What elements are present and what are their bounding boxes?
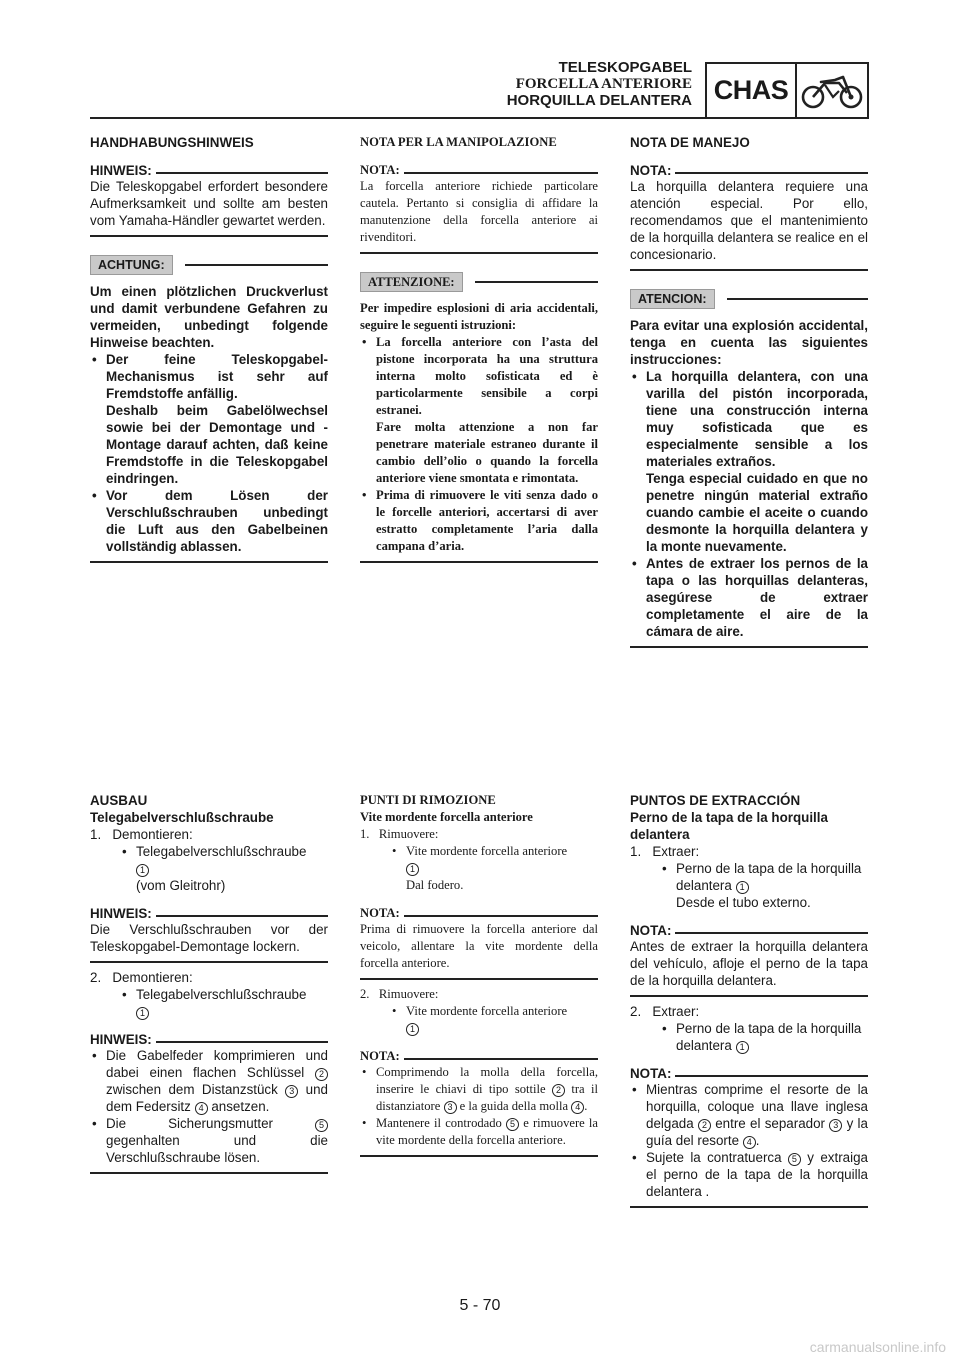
step-2-item: • Vite mordente forcella anteriore bbox=[360, 1003, 598, 1020]
step-2-notes bbox=[630, 1081, 868, 1200]
caution-header bbox=[360, 272, 598, 292]
step-1-item: • Telegabelverschlußschraube bbox=[90, 843, 328, 860]
removal-heading: PUNTOS DE EXTRACCIÓN bbox=[630, 793, 801, 808]
list-item: • Mantenere il controdado 5 e rimuovere la vite mordente della forcella anteriore. bbox=[360, 1115, 598, 1149]
list-item: • Der feine Teleskopgabel-Mechanismus ist sehr auf Fremdstoffe anfällig. Deshalb beim Gabelölwechsel sowie bei der Demontage und -Montage darauf achten, daß keine Fremdstoffe in die Teleskopgabel eindringen. bbox=[90, 351, 328, 487]
list-item: • Antes de extraer los pernos de la tapa o las horquillas delanteras, asegúrese de extraer completamente el aire de la cámara de aire. bbox=[630, 555, 868, 640]
handling-note: La forcella anteriore richiede particolare cautela. Pertanto si consiglia di affidare la manutenzione della forcella anteriore ai rivenditori. bbox=[360, 179, 598, 244]
handling-section-de bbox=[90, 134, 328, 563]
note-end-rule bbox=[90, 1172, 328, 1174]
ref-2: 2 bbox=[552, 1084, 565, 1097]
caution-header bbox=[630, 289, 868, 309]
removal-heading: AUSBAU bbox=[90, 793, 148, 808]
list-item: • Sujete la contratuerca 5 y extraiga el perno de la tapa de la horquilla delantera . bbox=[630, 1149, 868, 1200]
note-header: NOTA: bbox=[630, 1066, 868, 1081]
step-1: 1. Rimuovere: bbox=[360, 827, 439, 841]
caution-body: Per impedire esplosioni di aria accidentali, seguire le seguenti istruzioni: • La forcella anteriore con l’asta del pistone incorporata ha una struttura interna molto sofisticata ed è particolarmente sensibile a corpi estranei. Fare molta attenzione a non far penetrare materiale estraneo durante il cambio dell’olio o quando la forcella anteriore viene smontata e rimontata. • Prima di rimuovere le viti senza dado o le forcelle anteriori, accertarsi di aver estratto completamente l’aria dalla campana d’aria. bbox=[360, 300, 598, 555]
section-badge bbox=[705, 62, 869, 119]
removal-section-de: AUSBAU Telegabelverschlußschraube 1. Demontieren: • Telegabelverschlußschraube 1 (vom Gleitrohr) HINWEIS: Die Verschlußschrauben vor der Teleskopgabel-Demontage lockern. 2. Demontieren: • Telegabelverschlußschraube 1 HINWEIS: • Die Gabelfeder komprimieren und dabei einen flachen Schlüssel 2 zwischen dem Distanzstück 3 und dem Federsitz 4 ansetzen. • Die Sicherungsmutter 5 gegenhalten und die Verschlußschraube lösen. bbox=[90, 792, 328, 1174]
note-end-rule bbox=[90, 235, 328, 237]
ref-4: 4 bbox=[571, 1101, 584, 1114]
handling-note: La horquilla delantera requiere una atención especial. Por ello, recomendamos que el mantenimiento de la horquilla delantera se realice en el concesionario. bbox=[630, 179, 868, 262]
ref-5: 5 bbox=[315, 1119, 328, 1132]
caution-body: Para evitar una explosión accidental, tenga en cuenta las siguientes instrucciones: • La horquilla delantera, con una varilla del pistón incorporada, tiene una construcción interna muy sofisticada que es especialmente sensible a los materiales extraños. Tenga especial cuidado en que no penetre ningún material extraño cuando cambie el aceite o cuando desmonte la horquilla delantera y la monte nuevamente. • Antes de extraer los pernos de la tapa o las horquillas delanteras, asegúrese de extraer completamente el aire de la cámara de aire. bbox=[630, 317, 868, 640]
step-2: 2. Rimuovere: bbox=[360, 987, 439, 1001]
list-item: • Prima di rimuovere le viti senza dado o le forcelle anteriori, accertarsi di aver estratto completamente l’aria dalla campana d’aria. bbox=[360, 487, 598, 555]
step-1-item: • Perno de la tapa de la horquilla delantera 1 bbox=[630, 860, 868, 894]
step-1-note: Die Verschlußschrauben vor der Teleskopgabel-Demontage lockern. bbox=[90, 922, 328, 954]
caution-badge: ATENCION: bbox=[630, 289, 715, 309]
list-item: • Die Sicherungsmutter 5 gegenhalten und die Verschlußschraube lösen. bbox=[90, 1115, 328, 1166]
step-2: 2. Demontieren: bbox=[90, 970, 193, 985]
header-title-es: HORQUILLA DELANTERA bbox=[506, 92, 692, 109]
removal-subheading: Telegabelverschlußschraube bbox=[90, 810, 274, 825]
ref-1: 1 bbox=[736, 881, 749, 894]
ref-3: 3 bbox=[444, 1101, 457, 1114]
handling-heading: NOTA DE MANEJO bbox=[630, 135, 750, 150]
step-2-notes bbox=[360, 1064, 598, 1149]
note-header: HINWEIS: bbox=[90, 163, 328, 178]
ref-1: 1 bbox=[406, 1023, 419, 1036]
ref-3: 3 bbox=[285, 1085, 298, 1098]
caution-badge: ACHTUNG: bbox=[90, 255, 173, 275]
handling-section-es bbox=[630, 134, 868, 648]
step-2-item: • Telegabelverschlußschraube bbox=[90, 986, 328, 1003]
section-code: CHAS bbox=[707, 64, 797, 117]
list-item: • La forcella anteriore con l’asta del pistone incorporata ha una struttura interna molto sofisticata ed è particolarmente sensibile a corpi estranei. Fare molta attenzione a non far penetrare materiale estraneo durante il cambio dell’olio o quando la forcella anteriore viene smontata e rimontata. bbox=[360, 334, 598, 487]
note-end-rule bbox=[630, 269, 868, 271]
ref-5: 5 bbox=[788, 1153, 801, 1166]
note-header: NOTA: bbox=[630, 923, 868, 938]
note-header: NOTA: bbox=[360, 163, 598, 178]
removal-subheading: Vite mordente forcella anteriore bbox=[360, 810, 533, 824]
step-1: 1. Demontieren: bbox=[90, 827, 193, 842]
list-item: • Mientras comprime el resorte de la horquilla, coloque una llave inglesa delgada 2 entre el separador 3 y la guía del resorte 4 . bbox=[630, 1081, 868, 1149]
step-1-note: Prima di rimuovere la forcella anteriore dal veicolo, allentare la vite mordente della forcella anteriore. bbox=[360, 922, 598, 970]
header-titles bbox=[507, 60, 692, 109]
list-item: • Comprimendo la molla della forcella, inserire le chiavi di tipo sottile 2 tra il distanziatore 3 e la guida della molla 4 . bbox=[360, 1064, 598, 1115]
caution-end-rule bbox=[360, 561, 598, 563]
motorcycle-icon bbox=[797, 64, 867, 117]
caution-badge: ATTENZIONE: bbox=[360, 272, 463, 292]
removal-section-es: PUNTOS DE EXTRACCIÓN Perno de la tapa de la horquilla delantera 1. Extraer: • Perno de la tapa de la horquilla delantera 1 Desde el tubo externo. NOTA: Antes de extraer la horquilla delantera del vehículo, afloje el perno de la tapa de la horquilla delantera. 2. Extraer: • Perno de la tapa de la horquilla delantera 1 NOTA: • Mientras comprime el resorte de la horquilla, coloque una llave inglesa delgada 2 entre el separador 3 y la guía del resorte 4 . • Sujete la contratuerca 5 y extraiga el perno de la tapa de la horquilla delantera . bbox=[630, 792, 868, 1208]
note-header: HINWEIS: bbox=[90, 1032, 328, 1047]
ref-1: 1 bbox=[406, 863, 419, 876]
handling-section-it bbox=[360, 134, 598, 563]
ref-1: 1 bbox=[136, 864, 149, 877]
caution-end-rule bbox=[630, 646, 868, 648]
list-item: • La horquilla delantera, con una varilla del pistón incorporada, tiene una construcción interna muy sofisticada que es especialmente sensible a los materiales extraños. Tenga especial cuidado en que no penetre ningún material extraño cuando cambie el aceite o cuando desmonte la horquilla delantera y la monte nuevamente. bbox=[630, 368, 868, 555]
note-header: NOTA: bbox=[360, 1049, 598, 1064]
note-header: NOTA: bbox=[360, 906, 598, 921]
handling-heading: HANDHABUNGSHINWEIS bbox=[90, 135, 254, 150]
step-2-item: • Perno de la tapa de la horquilla delantera 1 bbox=[630, 1020, 868, 1054]
removal-heading: PUNTI DI RIMOZIONE bbox=[360, 793, 496, 807]
list-item: • Vor dem Lösen der Verschlußschrauben unbedingt die Luft aus den Gabelbeinen vollständig ablassen. bbox=[90, 487, 328, 555]
step-1: 1. Extraer: bbox=[630, 844, 700, 859]
ref-4: 4 bbox=[743, 1136, 756, 1149]
ref-1: 1 bbox=[136, 1007, 149, 1020]
handling-note: Die Teleskopgabel erfordert besondere Aufmerksamkeit und sollte am besten vom Yamaha-Händler gewartet werden. bbox=[90, 179, 328, 228]
step-1-note: Antes de extraer la horquilla delantera del vehículo, afloje el perno de la tapa de la horquilla delantera. bbox=[630, 939, 868, 988]
step-2: 2. Extraer: bbox=[630, 1004, 700, 1019]
caution-header bbox=[90, 255, 328, 275]
ref-4: 4 bbox=[195, 1102, 208, 1115]
removal-section-it: PUNTI DI RIMOZIONE Vite mordente forcella anteriore 1. Rimuovere: • Vite mordente forcella anteriore 1 Dal fodero. NOTA: Prima di rimuovere la forcella anteriore dal veicolo, allentare la vite mordente della forcella anteriore. 2. Rimuovere: • Vite mordente forcella anteriore 1 NOTA: • Comprimendo la molla della forcella, inserire le chiavi di tipo sottile 2 tra il distanziatore 3 e la guida della molla 4 . • Mantenere il controdado 5 e rimuovere la vite mordente della forcella anteriore. bbox=[360, 792, 598, 1157]
step-2-notes bbox=[90, 1047, 328, 1166]
page-number: 5 - 70 bbox=[459, 1297, 501, 1314]
ref-3: 3 bbox=[829, 1119, 842, 1132]
note-end-rule bbox=[630, 1206, 868, 1208]
ref-2: 2 bbox=[698, 1119, 711, 1132]
ref-2: 2 bbox=[315, 1068, 328, 1081]
header-title-it: FORCELLA ANTERIORE bbox=[515, 76, 692, 92]
caution-end-rule bbox=[90, 561, 328, 563]
header-rule bbox=[90, 117, 705, 119]
caution-body: Um einen plötzlichen Druckverlust und damit verbundene Gefahren zu vermeiden, unbedingt folgende Hinweise beachten. • Der feine Teleskopgabel-Mechanismus ist sehr auf Fremdstoffe anfällig. Deshalb beim Gabelölwechsel sowie bei der Demontage und -Montage darauf achten, daß keine Fremdstoffe in die Teleskopgabel eindringen. • Vor dem Lösen der Verschlußschrauben unbedingt die Luft aus den Gabelbeinen vollständig ablassen. bbox=[90, 283, 328, 555]
ref-5: 5 bbox=[506, 1118, 519, 1131]
ref-1: 1 bbox=[736, 1041, 749, 1054]
watermark: carmanualsonline.info bbox=[809, 1339, 946, 1355]
note-header: NOTA: bbox=[630, 163, 868, 178]
note-header: HINWEIS: bbox=[90, 906, 328, 921]
note-end-rule bbox=[360, 1155, 598, 1157]
header-title-de: TELESKOPGABEL bbox=[558, 59, 692, 76]
list-item: • Die Gabelfeder komprimieren und dabei einen flachen Schlüssel 2 zwischen dem Distanzstück 3 und dem Federsitz 4 ansetzen. bbox=[90, 1047, 328, 1115]
removal-subheading: Perno de la tapa de la horquilla delantera bbox=[630, 810, 828, 842]
step-1-item: • Vite mordente forcella anteriore bbox=[360, 843, 598, 860]
handling-heading: NOTA PER LA MANIPOLAZIONE bbox=[360, 135, 557, 149]
note-end-rule bbox=[360, 252, 598, 254]
